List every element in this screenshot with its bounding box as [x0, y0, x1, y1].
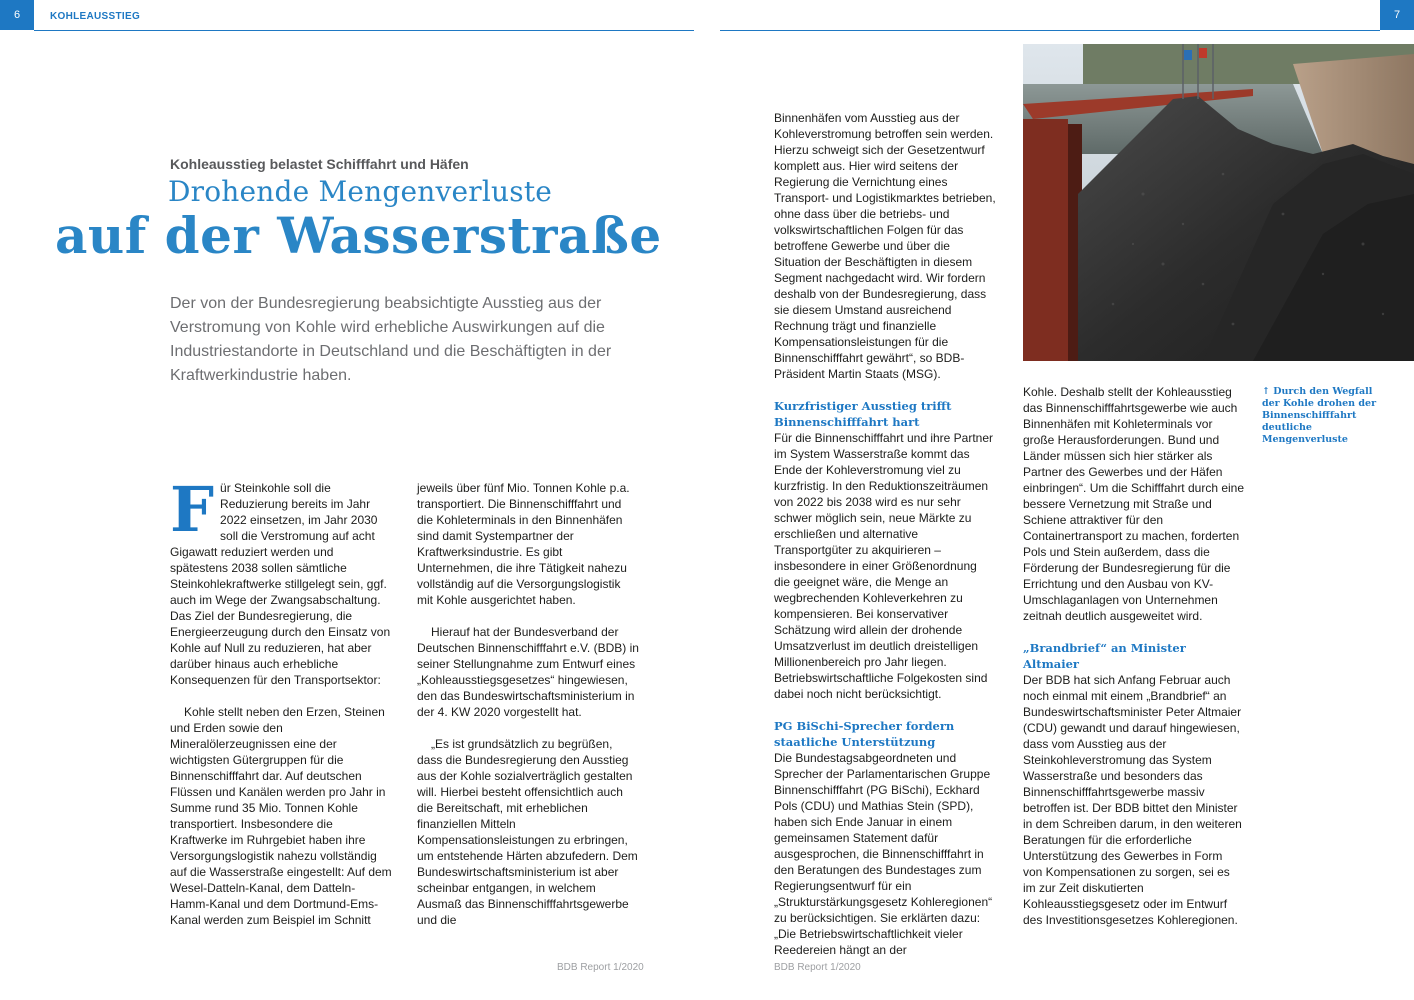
- col4-subheading-1: „Brandbrief“ an Minister Altmaier: [1023, 641, 1186, 671]
- col2-paragraph-1: jeweils über fünf Mio. Tonnen Kohle p.a. transportiert. Die Binnenschifffahrt und die Kohleterminals in den Binnenhäfen sind damit Systempartner der Kraftwerksindustrie. Es gibt Unternehmen, die ihre Tätigkeit nahezu vollständig auf die Versorgungslogistik mit Kohle ausgerichtet haben.: [417, 481, 630, 607]
- article-kicker: Kohleausstieg belastet Schifffahrt und Häfen: [170, 156, 469, 172]
- headline-line1: Drohende Mengenverluste: [168, 175, 553, 208]
- drop-cap: F: [170, 473, 215, 546]
- col2-paragraph-2: Hierauf hat der Bundesverband der Deutschen Binnenschifffahrt e.V. (BDB) in seiner Stellungnahme zum Entwurf eines „Kohleausstiegsgesetzes“ hingewiesen, den das Bundeswirtschaftsministerium in der 4. KW 2020 vorgestellt hat.: [417, 625, 639, 719]
- col3-subheading-2: PG BiSchi-Sprecher fordern staatliche Unterstützung: [774, 719, 955, 749]
- section-label: KOHLEAUSSTIEG: [50, 11, 141, 22]
- col3-subheading-1: Kurzfristiger Ausstieg trifft Binnenschifffahrt hart: [774, 399, 952, 429]
- photo-caption: ↑ Durch den Wegfall der Kohle drohen der Binnenschifffahrt deutliche Mengenverluste: [1262, 386, 1377, 445]
- header-rule-left: [34, 30, 694, 31]
- col4-paragraph-1: Kohle. Deshalb stellt der Kohleausstieg das Binnenschifffahrtsgewerbe wie auch Binnenhäfen mit Kohleterminals vor große Herausforderungen. Bund und Länder müssen sich hier stärker als Partner des Gewerbes und der Häfen einbringen“. Um die Schifffahrt durch eine bessere Vernetzung mit Straße und Schiene attraktiver für den Containertransport zu machen, forderten Pols und Stein außerdem, dass die Förderung der Bundesregierung für die Errichtung und den Ausbau von KV-Umschlaganlagen von Unternehmen zeitnah deutlich ausgeweitet wird.: [1023, 385, 1245, 623]
- page-number-right: [1380, 0, 1414, 30]
- col1-paragraph-2: Kohle stellt neben den Erzen, Steinen und Erden sowie den Mineralölerzeugnissen eine der wichtigsten Gütergruppen für die Binnenschifffahrt dar. Auf deutschen Flüssen und Kanälen werden pro Jahr in Summe rund 35 Mio. Tonnen Kohle transportiert. Insbesondere die Kraftwerke im Ruhrgebiet haben ihre Versorgungslogistik nahezu vollständig auf die Wasserstraße eingestellt: Auf dem Wesel-Datteln-Kanal, dem Datteln-Hamm-Kanal und dem Dortmund-Ems-Kanal werden zum Beispiel im Schnitt: [170, 705, 392, 927]
- col2-paragraph-3: „Es ist grundsätzlich zu begrüßen, dass die Bundesregierung den Ausstieg aus der Kohle sozialverträglich gestalten will. Hierbei besteht offensichtlich auch die Bereitschaft, mit erheblichen finanziellen Mitteln Kompensationsleistungen zu erbringen, um entstehende Härten abzufedern. Dem Bundeswirtschaftsministerium ist aber scheinbar entgangen, in welchem Ausmaß das Binnenschifffahrtsgewerbe und die: [417, 737, 638, 927]
- page-number-left-text: 6: [13, 9, 21, 21]
- col4-paragraph-2: Der BDB hat sich Anfang Februar auch noch einmal mit einem „Brandbrief“ an Bundeswirtschaftsminister Peter Altmaier (CDU) gewandt und darauf hingewiesen, dass vom Ausstieg aus der Steinkohleverstromung das System Wasserstraße und besonders das Binnenschifffahrtsgewerbe massiv betroffen ist. Der BDB bittet den Minister in dem Schreiben darum, in den weiteren Beratungen für die erforderliche Unterstützung des Gewerbes in Form von Kompensationen zu sorgen, sei es im zur Zeit diskutierten Kohleausstiegsgesetz oder im Entwurf des Investitionsgesetzes Kohleregionen.: [1023, 673, 1242, 927]
- lead-paragraph: Der von der Bundesregierung beabsichtigte Ausstieg aus der Verstromung von Kohle wird erhebliche Auswirkungen auf die Industriestandorte in Deutschland und die Beschäftigten in der Kraftwerkindustrie haben.: [170, 295, 612, 384]
- col3-paragraph-2: Für die Binnenschifffahrt und ihre Partner im System Wasserstraße kommt das Ende der Kohleverstromung viel zu kurzfristig. In den Reduktionszeiträumen von 2022 bis 2038 wird es nur sehr schwer möglich sein, neue Märkte zu erschließen und alternative Transportgüter zu akquirieren – insbesondere in einer Größenordnung die geeignet wäre, die Menge an wegbrechenden Kohleverkehren zu kompensieren. Bei konservativer Schätzung wird allein der drohende Umsatzverlust im deutlich dreistelligen Millionenbereich pro Jahr liegen. Betriebswirtschaftliche Folgekosten sind dabei noch nicht berücksichtigt.: [774, 431, 994, 701]
- footer-left: BDB Report 1/2020: [557, 962, 644, 973]
- text-column-4: [1023, 384, 1245, 928]
- header-rule-right: [720, 30, 1380, 31]
- headline-line2: auf der Wasserstraße: [55, 206, 662, 265]
- page-number-right-text: 7: [1393, 9, 1401, 21]
- coal-barge-photo: [1023, 44, 1414, 361]
- text-column-2: [417, 480, 639, 928]
- col3-paragraph-1: Binnenhäfen vom Ausstieg aus der Kohleverstromung betroffen sein werden. Hierzu schweigt sich der Gesetzentwurf komplett aus. Hier wird seitens der Regierung die Vernichtung eines Transport- und Logistikmarktes betrieben, ohne dass über die betriebs- und volkswirtschaftlichen Folgen für das betroffene Gewerbe und über die Situation der Beschäftigten in diesem Segment nachgedacht wird. Wir fordern deshalb von der Bundesregierung, dass sie diesem Umstand ausreichend Rechnung trägt und finanzielle Kompensationsleistungen für die Binnenschifffahrt gewährt“, so BDB-Präsident Martin Staats (MSG).: [774, 111, 996, 381]
- col3-paragraph-3: Die Bundestagsabgeordneten und Sprecher der Parlamentarischen Gruppe Binnenschifffahrt (PG BiSchi), Eckhard Pols (CDU) und Mathias Stein (SPD), haben sich Ende Januar in einem gemeinsamen Statement dafür ausgesprochen, die Binnenschifffahrt in den Beratungen des Bundestages zum Regierungsentwurf für ein „Strukturstärkungsgesetz Kohleregionen“ zu berücksichtigen. Sie erklärten dazu: „Die Betriebswirtschaftlichkeit vieler Reedereien hängt an der: [774, 751, 993, 957]
- text-column-1: [170, 473, 392, 928]
- col1-paragraph-1: [170, 473, 392, 688]
- col1-paragraph-1-text: ür Steinkohle soll die Reduzierung bereits im Jahr 2022 einsetzen, im Jahr 2030 soll die Verstromung auf acht Gigawatt reduziert werden und spätestens 2038 sollen sämtliche Steinkohlekraftwerke stillgelegt sein, ggf. auch im Wege der Zwangsabschaltung. Das Ziel der Bundesregierung, die Energieerzeugung durch den Einsatz von Kohle auf Null zu reduzieren, hat aber darüber hinaus auch erhebliche Konsequenzen für den Transportsektor:: [170, 481, 391, 687]
- page-number-left: [0, 0, 34, 30]
- footer-right: BDB Report 1/2020: [774, 962, 861, 973]
- text-column-3: [774, 110, 996, 958]
